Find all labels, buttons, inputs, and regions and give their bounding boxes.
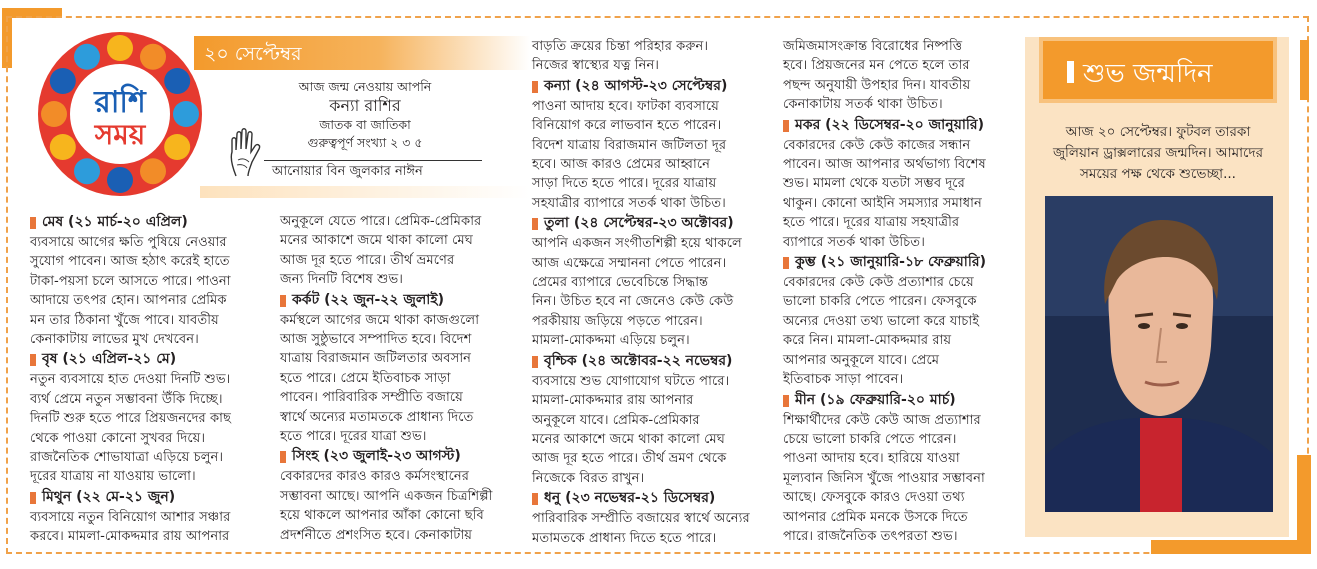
forecast-line: কেনাকাটায় লাভের মুখ দেখবেন। bbox=[30, 332, 199, 348]
sign-heading: কর্কট (২২ জুন-২২ জুলাই) bbox=[280, 290, 520, 311]
forecast-line: পাবেন। পারিবারিক সম্প্রীতি বজায়ে bbox=[280, 390, 463, 406]
forecast-line: অন্যের দেওয়া তথ্য ভালো করে যাচাই bbox=[783, 313, 980, 329]
forecast-line: থাকুন। কোনো আইনি সমস্যার সমাধান bbox=[783, 195, 982, 211]
forecast-line: ব্যর্থ প্রেমে নতুন সম্ভাবনা উঁকি দিচ্ছে। bbox=[30, 391, 223, 407]
author-underline-accent bbox=[200, 186, 530, 198]
forecast-line: করে নিন। মামলা-মোকদ্দমার রায় bbox=[783, 333, 952, 349]
forecast-line: মনের আকাশে জমে থাকা কালো মেঘ bbox=[532, 431, 725, 447]
forecast-line: ব্যবসায়ে শুভ যোগাযোগ ঘটতে পারে। bbox=[532, 373, 730, 389]
title-bar-accent bbox=[1067, 61, 1074, 83]
forecast-line: কেনাকাটায় সতর্ক থাকা উচিত। bbox=[783, 97, 943, 113]
forecast-line: বেকারদের কারও কারও কর্মসংস্থানের bbox=[280, 469, 469, 485]
forecast-line: দিনটি শুরু হতে পারে প্রিয়জনদের কাছ bbox=[30, 411, 231, 427]
sign-forecast bbox=[532, 97, 770, 213]
born-line-4: গুরুত্বপূর্ণ সংখ্যা ২ ৩ ৫ bbox=[307, 135, 423, 150]
forecast-line: আজ সুষ্ঠুভাবে সম্পাদিত হবে। বিদেশ bbox=[280, 332, 472, 348]
forecast-line: মন তার ঠিকানা খুঁজে পাবে। যাবতীয় bbox=[30, 312, 219, 328]
forecast-line: নিজেকে বিরত রাখুন। bbox=[532, 470, 645, 486]
forecast-line: বাড়তি ক্রয়ের চিন্তা পরিহার করুন। bbox=[532, 39, 709, 54]
date-banner bbox=[194, 36, 530, 70]
sign-heading: তুলা (২৪ সেপ্টেম্বর-২৩ অক্টোবর) bbox=[532, 213, 770, 234]
forecast-line: ভালো চাকরি পেতে পারেন। ফেসবুকে bbox=[783, 294, 977, 310]
forecast-line: আছে। ফেসবুকে কারও দেওয়া তথ্য bbox=[783, 490, 965, 506]
forecast-line: পরকীয়ায় জড়িয়ে পড়তে পারেন। bbox=[532, 313, 703, 329]
forecast-line: মূল্যবান জিনিস খুঁজে পাওয়ার সম্ভাবনা bbox=[783, 470, 985, 486]
horoscope-column-2 bbox=[280, 212, 520, 545]
forecast-line: বিনিয়োগ করে লাভবান হতে পারেন। bbox=[532, 118, 722, 134]
forecast-line: জন্য দিনটি বিশেষ শুভ। bbox=[280, 272, 403, 288]
sign-forecast bbox=[280, 467, 520, 545]
zodiac-sign-icon bbox=[50, 68, 76, 94]
forecast-line: হবে। প্রিয়জনের মন পেতে হলে তার bbox=[783, 58, 970, 74]
sign-heading: মকর (২২ ডিসেম্বর-২০ জানুয়ারি) bbox=[783, 115, 1015, 136]
forecast-line: করবে। মামলা-মোকদ্দমার রায় আপনার bbox=[30, 529, 230, 545]
birthday-title: শুভ জন্মদিন bbox=[1083, 59, 1213, 89]
born-line-1: আজ জন্ম নেওয়ায় আপনি bbox=[298, 79, 432, 94]
sign-forecast bbox=[532, 509, 770, 548]
zodiac-sign-icon bbox=[164, 134, 190, 160]
frame-corner-accent bbox=[1300, 40, 1309, 100]
forecast-line: আদায়ে তৎপর হোন। আপনার প্রেমিক bbox=[30, 293, 227, 309]
forecast-line: কর্মস্থলে আগের জমে থাকা কাজগুলো bbox=[280, 312, 480, 328]
zodiac-sign-icon bbox=[140, 158, 166, 184]
forecast-line: সম্ভাবনা আছে। আপনি একজন চিত্রশিল্পী bbox=[280, 488, 493, 504]
forecast-line: বিদেশ যাত্রায় বিরাজমান জটিলতা দূর bbox=[532, 137, 727, 153]
forecast-line: পাবেন। আজ আপনার অর্থভাগ্য বিশেষ bbox=[783, 157, 986, 173]
forecast-line: অনুকূলে যেতে পারে। প্রেমিক-প্রেমিকার bbox=[280, 214, 482, 229]
forecast-line: পারে। রাজনৈতিক তৎপরতা শুভ। bbox=[783, 528, 958, 544]
forecast-line: ব্যবসায়ে আগের ক্ষতি পুষিয়ে নেওয়ার bbox=[30, 235, 227, 250]
frame-corner-accent bbox=[1297, 455, 1311, 554]
forecast-line: পাওনা আদায় হবে। ফাটকা ব্যবসায়ে bbox=[532, 98, 719, 114]
sign-forecast bbox=[783, 37, 1015, 115]
sign-heading: ধনু (২৩ নভেম্বর-২১ ডিসেম্বর) bbox=[532, 488, 770, 509]
forecast-line: ইতিবাচক সাড়া পাবেন। bbox=[783, 372, 904, 388]
sign-heading: কন্যা (২৪ আগস্ট-২৩ সেপ্টেম্বর) bbox=[532, 76, 770, 97]
birthday-title-banner bbox=[1039, 37, 1277, 103]
forecast-line: রাজনৈতিক শোভাযাত্রা এড়িয়ে চলুন। bbox=[30, 450, 224, 466]
forecast-line: থেকে পাওয়া কোনো সুখবর দিয়ে। bbox=[30, 430, 206, 446]
forecast-line: নিজের স্বাস্থ্যের যত্ন নিন। bbox=[532, 58, 660, 74]
born-line-3: জাতক বা জাতিকা bbox=[319, 117, 411, 132]
author-name: আনোয়ার বিন জুলকার নাঈন bbox=[264, 160, 482, 184]
sign-heading: মিথুন (২২ মে-২১ জুন) bbox=[30, 487, 270, 508]
sign-forecast bbox=[532, 372, 770, 488]
zodiac-sign-icon bbox=[50, 134, 76, 160]
date-text: ২০ সেপ্টেম্বর bbox=[204, 43, 302, 65]
rashi-shomoy-logo bbox=[36, 30, 204, 198]
birthday-text bbox=[1033, 122, 1283, 185]
forecast-line: সুযোগ পাবেন। আজ হঠাৎ করেই হাতে bbox=[30, 254, 230, 270]
logo-text-shomoy: সময় bbox=[94, 118, 146, 151]
birthday-text-line: আজ ২০ সেপ্টেম্বর। ফুটবল তারকা bbox=[1065, 124, 1251, 140]
forecast-line: শুভ। মামলা থেকে যতটা সম্ভব দূরে bbox=[783, 176, 965, 192]
forecast-line: বেকারদের কেউ কেউ কাজের সন্ধান bbox=[783, 137, 971, 153]
forecast-line: প্রেমের ব্যাপারে ভেবেচিন্তে সিদ্ধান্ত bbox=[532, 275, 709, 291]
forecast-line: প্রদর্শনীতে প্রশংসিত হবে। কেনাকাটায় bbox=[280, 527, 473, 543]
birthday-text-line: জুলিয়ান ড্রাক্সলারের জন্মদিন। আমাদের bbox=[1052, 145, 1264, 161]
forecast-line: দূরের যাত্রায় না যাওয়ায় ভালো। bbox=[30, 469, 196, 485]
horoscope-column-1 bbox=[30, 212, 270, 547]
forecast-line: হতে পারে। দূরের যাত্রা শুভ। bbox=[280, 429, 427, 445]
zodiac-sign-icon bbox=[164, 68, 190, 94]
sign-forecast bbox=[30, 233, 270, 349]
forecast-line: পারিবারিক সম্প্রীতি বজায়ের স্বার্থে অন্যের bbox=[532, 511, 750, 527]
forecast-line: আজ দূর হতে পারে। তীর্থ ভ্রমণের bbox=[280, 252, 455, 268]
forecast-line: হতে পারে। দূরের যাত্রায় সহযাত্রীর bbox=[783, 215, 960, 231]
birthday-person-photo bbox=[1045, 196, 1273, 512]
forecast-line: মনের আকাশে জমে থাকা কালো মেঘ bbox=[280, 233, 473, 249]
sign-heading: সিংহ (২৩ জুলাই-২৩ আগস্ট) bbox=[280, 446, 520, 467]
sign-heading: মীন (১৯ ফেব্রুয়ারি-২০ মার্চ) bbox=[783, 390, 1015, 411]
sign-forecast bbox=[783, 273, 1015, 389]
forecast-line: হয়ে থাকলে আপনার আঁকা কোনো ছবি bbox=[280, 508, 484, 524]
forecast-line: জমিজমাসংক্রান্ত বিরোধের নিষ্পত্তি bbox=[783, 39, 963, 54]
forecast-line: আপনি একজন সংগীতশিল্পী হয়ে থাকলে bbox=[532, 236, 742, 252]
forecast-line: স্বার্থে অন্যের মতামতকে প্রাধান্য দিতে bbox=[280, 409, 474, 425]
forecast-line: আজ দূর হতে পারে। তীর্থ ভ্রমণ থেকে bbox=[532, 451, 727, 467]
sign-forecast bbox=[532, 37, 770, 76]
forecast-line: আপনার অনুকূলে যাবে। প্রেমে bbox=[783, 352, 940, 368]
forecast-line: পাওনা আদায় হবে। হারিয়ে যাওয়া bbox=[783, 451, 960, 467]
forecast-line: আপনার প্রেমিক মনকে উসকে দিতে bbox=[783, 509, 968, 525]
zodiac-sign-icon bbox=[74, 158, 100, 184]
sign-forecast bbox=[783, 136, 1015, 252]
forecast-line: ব্যবসায়ে নতুন বিনিয়োগ আশার সঞ্চার bbox=[30, 509, 231, 525]
sign-heading: মেষ (২১ মার্চ-২০ এপ্রিল) bbox=[30, 212, 270, 233]
palm-icon bbox=[226, 128, 262, 178]
forecast-line: নিন। উচিত হবে না জেনেও কেউ কেউ bbox=[532, 294, 734, 310]
sign-forecast bbox=[532, 234, 770, 350]
zodiac-sign-icon bbox=[173, 101, 199, 127]
forecast-line: যাত্রায় বিরাজমান জটিলতার অবসান bbox=[280, 351, 472, 367]
forecast-line: সাড়া দিতে হতে পারে। দূরের যাত্রায় bbox=[532, 176, 717, 192]
forecast-line: মামলা-মোকদ্দমার রায় আপনার bbox=[532, 393, 694, 409]
frame-corner-accent bbox=[1151, 540, 1311, 554]
zodiac-sign-icon bbox=[107, 35, 133, 61]
forecast-line: ব্যাপারে সতর্ক থাকা উচিত। bbox=[783, 234, 925, 250]
forecast-line: নতুন ব্যবসায়ে হাত দেওয়া দিনটি শুভ। bbox=[30, 372, 231, 388]
zodiac-sign-icon bbox=[41, 101, 67, 127]
sign-heading: বৃশ্চিক (২৪ অক্টোবর-২২ নভেম্বর) bbox=[532, 351, 770, 372]
born-today-block bbox=[250, 78, 480, 152]
sign-forecast bbox=[30, 370, 270, 486]
forecast-line: হবে। আজ কারও প্রেমের আহ্বানে bbox=[532, 157, 711, 173]
sign-heading: কুম্ভ (২১ জানুয়ারি-১৮ ফেব্রুয়ারি) bbox=[783, 252, 1015, 273]
zodiac-sign-icon bbox=[140, 44, 166, 70]
zodiac-sign-icon bbox=[107, 167, 133, 193]
forecast-line: আজ এক্ষেত্রে সম্মাননা পেতে পারেন। bbox=[532, 255, 727, 271]
forecast-line: সহযাত্রীর ব্যাপারে সতর্ক থাকা উচিত। bbox=[532, 195, 726, 211]
forecast-line: পছন্দ অনুযায়ী উপহার দিন। যাবতীয় bbox=[783, 77, 971, 93]
horoscope-column-3 bbox=[532, 37, 770, 548]
sign-forecast bbox=[30, 508, 270, 547]
forecast-line: মতামতকে প্রাধান্য দিতে হতে পারে। bbox=[532, 530, 717, 546]
forecast-line: হতে পারে। প্রেমে ইতিবাচক সাড়া bbox=[280, 370, 451, 386]
forecast-line: চেয়ে ভালো চাকরি পেতে পারেন। bbox=[783, 431, 957, 447]
forecast-line: অনুকূলে যাবে। প্রেমিক-প্রেমিকার bbox=[532, 412, 700, 428]
forecast-line: শিক্ষার্থীদের কেউ কেউ আজ প্রত্যাশার bbox=[783, 412, 981, 428]
horoscope-column-4 bbox=[783, 37, 1015, 546]
forecast-line: টাকা-পয়সা চলে আসতে পারে। পাওনা bbox=[30, 273, 231, 289]
sign-forecast bbox=[280, 311, 520, 447]
forecast-line: বেকারদের কেউ কেউ প্রত্যাশার চেয়ে bbox=[783, 275, 974, 291]
sign-forecast bbox=[280, 212, 520, 290]
sign-forecast bbox=[783, 411, 1015, 547]
born-line-2: কন্যা রাশির bbox=[329, 96, 401, 115]
logo-text-rashi: রাশি bbox=[94, 85, 146, 120]
zodiac-sign-icon bbox=[74, 44, 100, 70]
birthday-text-line: সময়ের পক্ষ থেকে শুভেচ্ছা... bbox=[1080, 166, 1236, 182]
sign-heading: বৃষ (২১ এপ্রিল-২১ মে) bbox=[30, 349, 270, 370]
forecast-line: মামলা-মোকদ্দমা এড়িয়ে চলুন। bbox=[532, 333, 690, 349]
